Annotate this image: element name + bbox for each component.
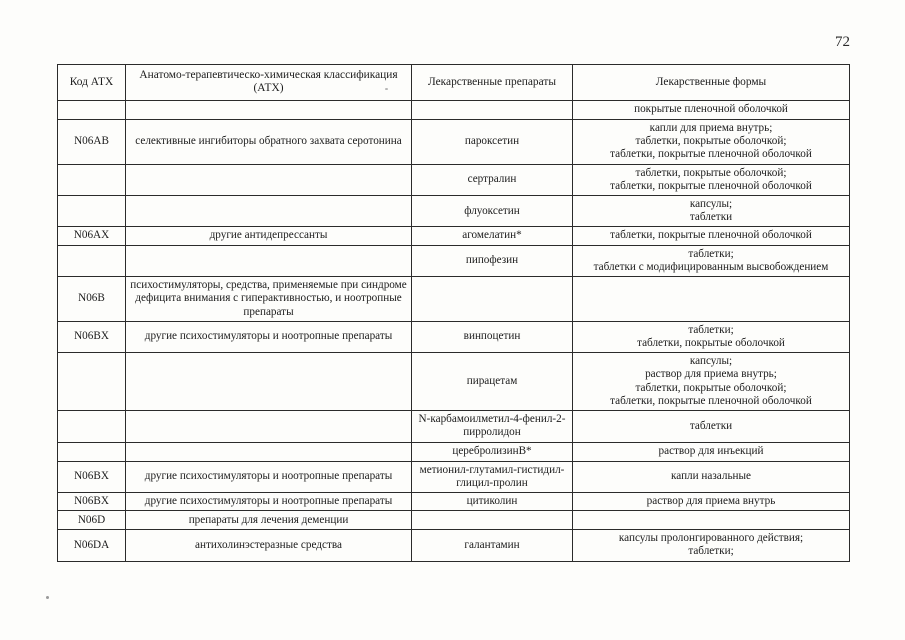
- cell-atx-code: [58, 196, 126, 227]
- form-line: капсулы;: [689, 355, 733, 368]
- cell-atx-code: N06AX: [58, 227, 126, 245]
- table-row: [58, 227, 850, 245]
- form-line: таблетки, покрытые пленочной оболочкой: [610, 148, 812, 161]
- cell-classification: другие психостимуляторы и ноотропные препараты: [126, 461, 412, 492]
- form-line: таблетки;: [688, 545, 734, 558]
- cell-atx-code: N06BX: [58, 461, 126, 492]
- cell-forms: [573, 442, 850, 461]
- cell-classification: психостимуляторы, средства, применяемые при синдроме дефицита внимания с гиперактивностью, и ноотропные препараты: [126, 277, 412, 322]
- cell-drug: [412, 511, 573, 530]
- cell-forms: [573, 277, 850, 322]
- cell-classification: [126, 353, 412, 411]
- table-row: [58, 196, 850, 227]
- cell-forms: [573, 461, 850, 492]
- cell-classification: [126, 196, 412, 227]
- cell-forms: [573, 100, 850, 119]
- cell-forms: [573, 164, 850, 195]
- cell-atx-code: N06BX: [58, 492, 126, 510]
- cell-classification: [126, 442, 412, 461]
- cell-drug: агомелатин*: [412, 227, 573, 245]
- cell-atx-code: [58, 353, 126, 411]
- table-row: [58, 277, 850, 322]
- form-line: капли для приема внутрь;: [649, 121, 773, 134]
- table-row: [58, 321, 850, 352]
- table-row: [58, 119, 850, 164]
- cell-forms: [573, 530, 850, 561]
- form-line: таблетки, покрытые пленочной оболочкой: [610, 179, 812, 192]
- form-line: таблетки, покрытые оболочкой;: [635, 166, 787, 179]
- cell-classification: [126, 411, 412, 442]
- cell-forms: [573, 492, 850, 510]
- table-row: [58, 100, 850, 119]
- form-line: таблетки, покрытые оболочкой: [637, 336, 785, 349]
- form-line: таблетки, покрытые оболочкой;: [635, 135, 787, 148]
- table-row: [58, 461, 850, 492]
- cell-drug: церебролизинВ*: [412, 442, 573, 461]
- column-header-classification: Анатомо-терапевтическо-химическая классификация (АТХ): [126, 65, 412, 101]
- cell-drug: метионил-глутамил-гистидил-глицил-пролин: [412, 461, 573, 492]
- cell-drug: пирацетам: [412, 353, 573, 411]
- table-row: [58, 492, 850, 510]
- table-body: [58, 100, 850, 561]
- cell-drug: пароксетин: [412, 119, 573, 164]
- cell-drug: флуоксетин: [412, 196, 573, 227]
- cell-atx-code: [58, 245, 126, 276]
- cell-atx-code: N06AB: [58, 119, 126, 164]
- form-line: капли назальные: [670, 470, 752, 483]
- cell-atx-code: N06DA: [58, 530, 126, 561]
- form-line: раствор для приема внутрь: [646, 494, 776, 507]
- cell-classification: другие психостимуляторы и ноотропные препараты: [126, 321, 412, 352]
- form-line: таблетки с модифицированным высвобождением: [593, 260, 829, 273]
- form-line: таблетки: [689, 211, 733, 224]
- table-header-row: [58, 65, 850, 101]
- atx-table: [57, 64, 850, 562]
- cell-forms: [573, 321, 850, 352]
- cell-forms: [573, 411, 850, 442]
- cell-classification: антихолинэстеразные средства: [126, 530, 412, 561]
- form-line: капсулы пролонгированного действия;: [618, 532, 804, 545]
- form-line: раствор для приема внутрь;: [645, 368, 777, 381]
- cell-classification: препараты для лечения деменции: [126, 511, 412, 530]
- cell-drug: галантамин: [412, 530, 573, 561]
- column-header-drugs: Лекарственные препараты: [412, 65, 573, 101]
- cell-classification: другие антидепрессанты: [126, 227, 412, 245]
- atx-table-container: [57, 64, 849, 562]
- cell-atx-code: N06B: [58, 277, 126, 322]
- cell-forms: [573, 511, 850, 530]
- cell-classification: другие психостимуляторы и ноотропные препараты: [126, 492, 412, 510]
- cell-forms: [573, 245, 850, 276]
- cell-drug: [412, 100, 573, 119]
- cell-atx-code: N06D: [58, 511, 126, 530]
- cell-drug: винпоцетин: [412, 321, 573, 352]
- cell-forms: [573, 119, 850, 164]
- cell-classification: [126, 245, 412, 276]
- cell-classification: [126, 164, 412, 195]
- form-line: раствор для инъекций: [658, 444, 764, 457]
- cell-atx-code: [58, 164, 126, 195]
- form-line: покрытые пленочной оболочкой: [634, 103, 788, 116]
- cell-drug: пипофезин: [412, 245, 573, 276]
- page-number: 72: [835, 34, 850, 50]
- table-row: [58, 530, 850, 561]
- table-row: [58, 442, 850, 461]
- cell-forms: [573, 227, 850, 245]
- column-header-forms: Лекарственные формы: [573, 65, 850, 101]
- table-row: [58, 411, 850, 442]
- cell-forms: [573, 353, 850, 411]
- table-row: [58, 511, 850, 530]
- cell-classification: [126, 100, 412, 119]
- cell-classification: селективные ингибиторы обратного захвата серотонина: [126, 119, 412, 164]
- form-line: таблетки, покрытые пленочной оболочкой: [610, 394, 812, 407]
- table-row: [58, 245, 850, 276]
- cell-drug: [412, 277, 573, 322]
- form-line: таблетки;: [688, 247, 734, 260]
- column-header-code: Код АТХ: [58, 65, 126, 101]
- cell-drug: N-карбамоилметил-4-фенил-2-пирролидон: [412, 411, 573, 442]
- cell-atx-code: [58, 442, 126, 461]
- cell-atx-code: N06BX: [58, 321, 126, 352]
- cell-drug: цитиколин: [412, 492, 573, 510]
- form-line: таблетки;: [688, 323, 734, 336]
- scan-artifact: [46, 596, 49, 599]
- cell-atx-code: [58, 100, 126, 119]
- form-line: капсулы;: [689, 198, 733, 210]
- cell-drug: сертралин: [412, 164, 573, 195]
- form-line: таблетки: [689, 419, 733, 432]
- cell-atx-code: [58, 411, 126, 442]
- table-row: [58, 353, 850, 411]
- cell-forms: [573, 196, 850, 227]
- table-header: [58, 65, 850, 101]
- form-line: таблетки, покрытые пленочной оболочкой: [610, 229, 812, 242]
- form-line: таблетки, покрытые оболочкой;: [635, 381, 787, 394]
- table-row: [58, 164, 850, 195]
